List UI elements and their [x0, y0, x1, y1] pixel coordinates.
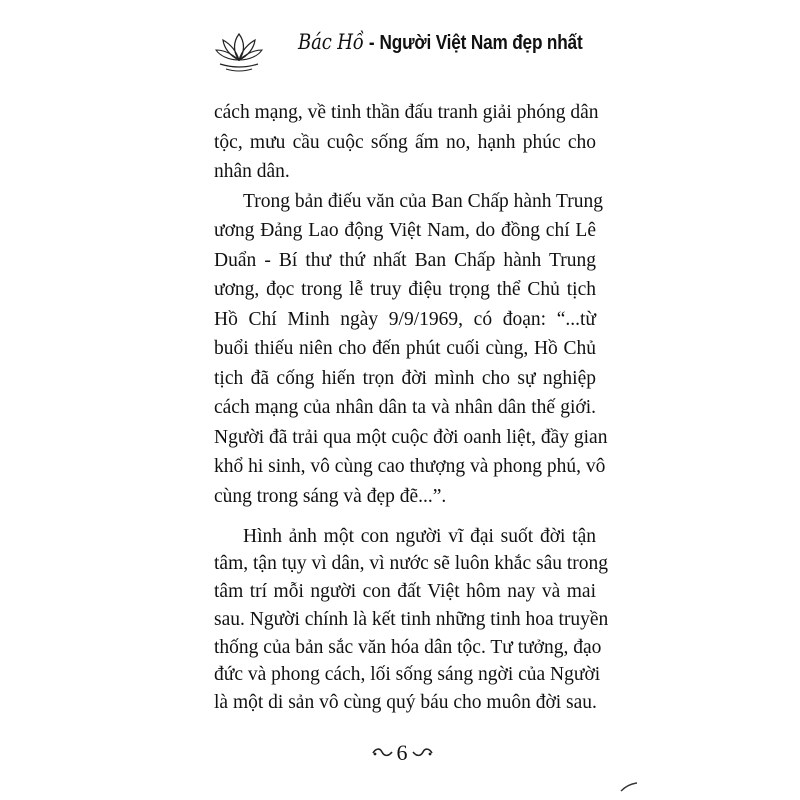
- text-line: tộc, mưu cầu cuộc sống ấm no, hạnh phúc cho: [214, 131, 596, 153]
- text-line: khổ hi sinh, vô cùng cao thượng và phong phú, vô: [214, 456, 606, 477]
- text-line: thống của bản sắc văn hóa dân tộc. Tư tưởng, đạo: [214, 636, 602, 658]
- text-line: cách mạng của nhân dân ta và nhân dân thế giới.: [214, 397, 596, 418]
- text-line: tịch đã cống hiến trọn đời mình cho sự nghiệp: [214, 367, 596, 389]
- text-line: Người đã trải qua một cuộc đời oanh liệt, đầy gian: [214, 426, 608, 448]
- text-line: Duẩn - Bí thư thứ nhất Ban Chấp hành Trung: [214, 249, 596, 271]
- text-line: buổi thiếu niên cho đến phút cuối cùng, Hồ Chủ: [214, 338, 596, 359]
- text-line: tâm, tận tụy vì dân, vì nước sẽ luôn khắc sâu trong: [214, 553, 609, 575]
- page-number-footer: [362, 738, 442, 768]
- header-script-title: Bác Hồ: [298, 30, 364, 54]
- text-line: cùng trong sáng và đẹp đẽ...”.: [214, 485, 447, 507]
- text-line: ương, đọc trong lễ truy điệu trọng thể Chủ tịch: [214, 279, 596, 300]
- text-line: nhân dân.: [214, 161, 290, 182]
- text-line: Hồ Chí Minh ngày 9/9/1969, có đoạn: “...từ: [214, 308, 596, 330]
- page-corner-mark: [620, 782, 638, 792]
- header-title: Người Việt Nam đẹp nhất: [379, 32, 583, 54]
- header-separator: -: [368, 32, 375, 54]
- text-line: Trong bản điếu văn của Ban Chấp hành Trung: [243, 190, 604, 212]
- running-header: [298, 30, 583, 55]
- text-line: sau. Người chính là kết tinh những tinh hoa truyền: [214, 608, 609, 630]
- text-line: là một di sản vô cùng quý báu cho muôn đời sau.: [214, 692, 597, 713]
- page-number: 6: [396, 740, 408, 765]
- text-line: đức và phong cách, lối sống sáng ngời của Người: [214, 664, 601, 686]
- lotus-icon: [214, 30, 264, 74]
- flourish-right-icon: [411, 747, 433, 759]
- text-line: cách mạng, về tinh thần đấu tranh giải phóng dân: [214, 102, 599, 123]
- text-line: ương Đảng Lao động Việt Nam, do đồng chí Lê: [214, 220, 596, 241]
- text-line: Hình ảnh một con người vĩ đại suốt đời tận: [243, 525, 596, 547]
- flourish-left-icon: [372, 747, 394, 759]
- text-line: tâm trí mỗi người con đất Việt hôm nay và mai: [214, 581, 596, 603]
